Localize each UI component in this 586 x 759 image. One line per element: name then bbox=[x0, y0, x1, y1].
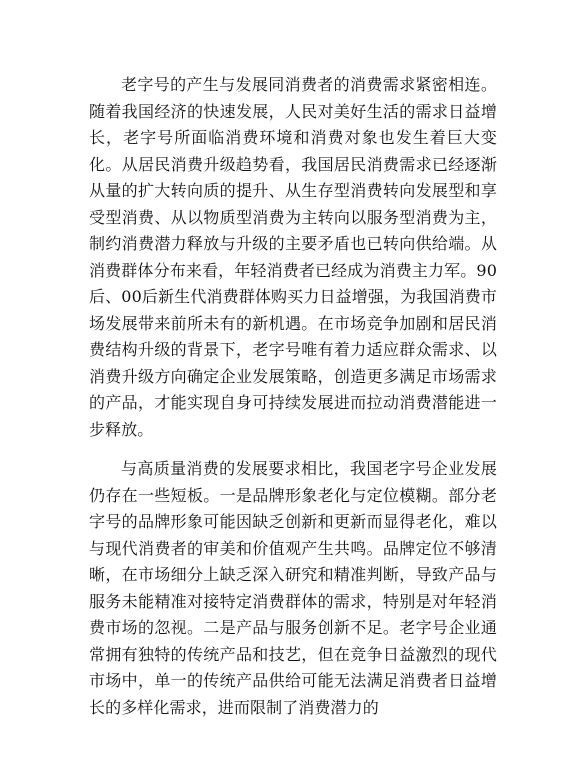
paragraph-2: 与高质量消费的发展要求相比，我国老字号企业发展仍存在一些短板。一是品牌形象老化与定位模糊。部分老字号的品牌形象可能因缺乏创新和更新而显得老化，难以与现代消费者的审美和价值观产生共鸣。品牌定位不够清晰，在市场细分上缺乏深入研究和精准判断，导致产品与服务未能精准对接特定消费群体的需求，特别是对年轻消费市场的忽视。二是产品与服务创新不足。老字号企业通常拥有独特的传统产品和技艺，但在竞争日益激烈的现代市场中，单一的传统产品供给可能无法满足消费者日益增长的多样化需求，进而限制了消费潜力的 bbox=[89, 459, 497, 717]
article-body bbox=[89, 72, 497, 734]
paragraph-1: 老字号的产生与发展同消费者的消费需求紧密相连。随着我国经济的快速发展，人民对美好生活的需求日益增长，老字号所面临消费环境和消费对象也发生着巨大变化。从居民消费升级趋势看，我国居民消费需求已经逐渐从量的扩大转向质的提升、从生存型消费转向发展型和享受型消费、从以物质型消费为主转向以服务型消费为主，制约消费潜力释放与升级的主要矛盾也已转向供给端。从消费群体分布来看，年轻消费者已经成为消费主力军。90后、00后新生代消费群体购买力日益增强，为我国消费市场发展带来前所未有的新机遇。在市场竞争加剧和居民消费结构升级的背景下，老字号唯有着力适应群众需求、以消费升级方向确定企业发展策略，创造更多满足市场需求的产品，才能实现自身可持续发展进而拉动消费潜能进一步释放。 bbox=[89, 75, 497, 439]
